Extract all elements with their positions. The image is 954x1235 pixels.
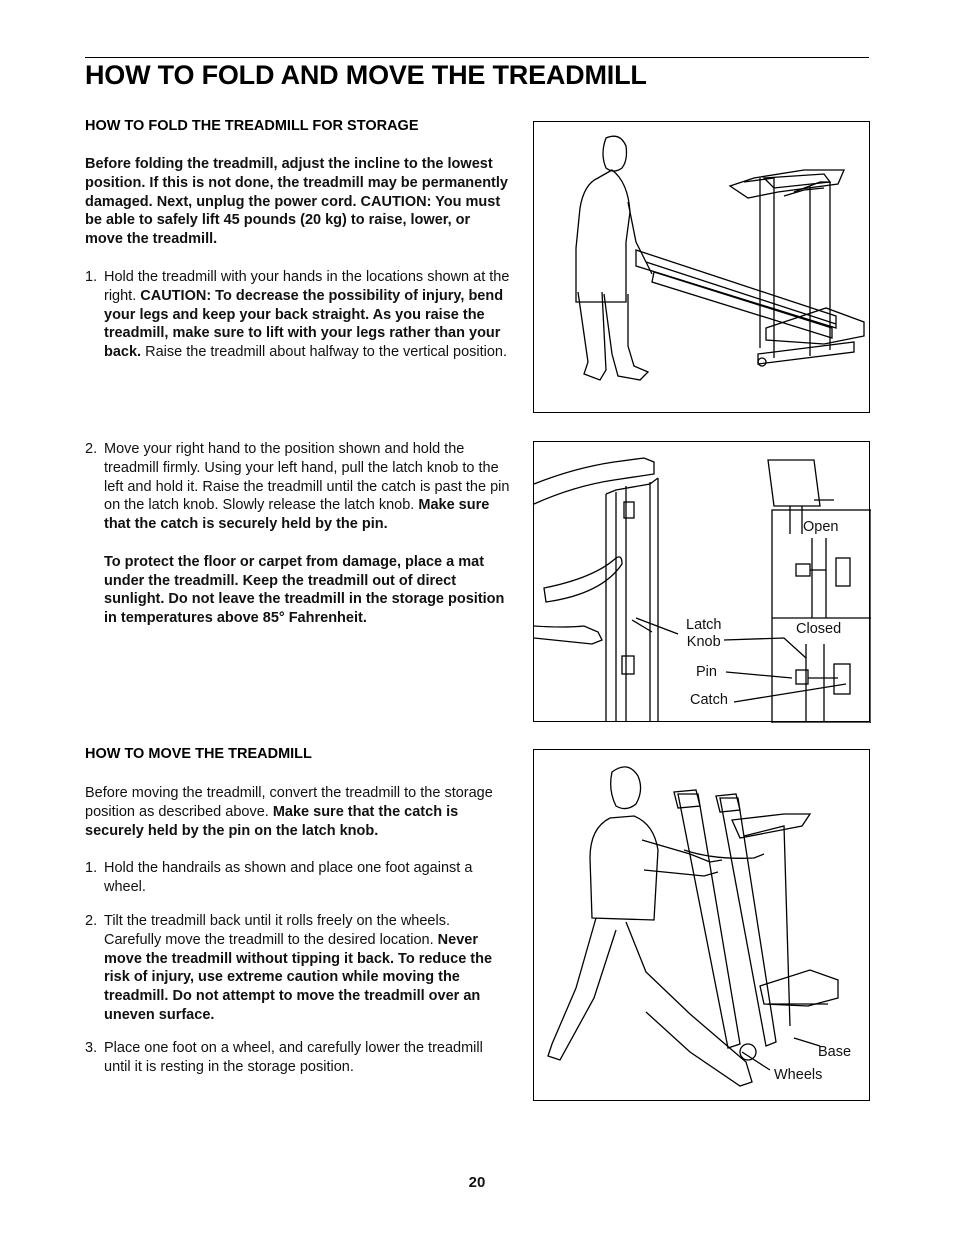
person-torso [590,816,658,920]
figure-lift-treadmill [533,121,870,413]
step-text-end: Raise the treadmill about halfway to the vertical position. [141,344,508,361]
step-number: 3. [85,1040,98,1056]
person-leg-left [578,292,606,380]
top-rule [85,57,869,58]
step-caution: CAUTION: To decrease the possibility of injury, bend your legs and keep your back straight. As you raise the treadmill, make sure to lift with your legs rather than your back. [104,287,504,361]
person-head [611,767,641,809]
person-leg-back [548,918,616,1060]
step-text: Tilt the treadmill back until it rolls freely on the wheels. Carefully move the treadmill to the desired location. [104,913,450,948]
label-closed: Closed [796,621,842,637]
label-base: Base [818,1044,852,1060]
step-caution: Never move the treadmill without tipping it back. To reduce the risk of injury, use extreme caution while moving the treadmill. Do not attempt to move the treadmill over an uneven surface. [104,931,493,1023]
step-caution: Make sure that the catch is securely held by the pin. [104,497,490,533]
console-top [768,460,820,506]
console [730,170,844,198]
fold-step-1 [85,268,510,362]
upright-left [744,178,774,358]
base [758,342,854,364]
figure-move-treadmill [533,749,870,1101]
move-intro: Before moving the treadmill, convert the treadmill to the storage position as described above. Make sure that the catch is securely held by the pin on the latch knob. [85,785,493,839]
step-text: Place one foot on a wheel, and carefully lower the treadmill until it is resting in the storage position. [104,1040,483,1075]
person-torso [576,170,630,302]
hand-lower [534,626,602,644]
label-pin: Pin [696,664,717,680]
fold-warning: Before folding the treadmill, adjust the incline to the lowest position. If this is not done, the treadmill may be permanently damaged. Next, unplug the power cord. CAUTION: You must be able to safely lift 45 pounds (20 kg) to raise, lower, or move the treadmill. [85,156,508,248]
step-number: 2. [85,441,98,457]
figure-latch-detail [533,441,870,722]
protect-floor-note: To protect the floor or carpet from damage, place a mat under the treadmill. Keep the treadmill out of direct sunlight. Do not leave the treadmill in the storage position in temperatures above 85° Fahrenheit. [104,553,505,627]
label-latch-knob: Latch Knob [686,617,722,650]
open-post [812,538,826,618]
arm-upper [534,458,654,504]
step-text: Hold the handrails as shown and place one foot against a wheel. [104,860,473,895]
fold-step-2 [85,440,510,628]
folded-deck-rails [606,478,658,722]
handrail-upright [744,826,790,1026]
page-title: HOW TO FOLD AND MOVE THE TREADMILL [85,60,647,90]
step-number: 1. [85,269,98,285]
base-leader [794,1038,820,1046]
deck-rail-left [678,794,740,1048]
catch-leader [734,684,846,702]
handrail [544,557,622,602]
label-open: Open [803,519,839,535]
lift-illustration [534,122,871,414]
step-number: 1. [85,860,98,876]
move-step-1 [85,859,510,897]
person-head [603,136,627,171]
closed-post [806,644,824,722]
step-text: Move your right hand to the position shown and hold the treadmill firmly. Using your left hand, pull the latch knob to the left and hold it. Raise the treadmill until the catch is past the pin on the latch knob. Slowly release the latch knob. [104,441,510,514]
treadmill-deck [636,250,836,328]
label-catch: Catch [690,692,728,708]
move-heading: HOW TO MOVE THE TREADMILL [85,746,312,762]
label-wheels: Wheels [774,1067,823,1083]
step-number: 2. [85,913,98,929]
fold-heading: HOW TO FOLD THE TREADMILL FOR STORAGE [85,118,419,134]
base [760,970,838,1006]
move-step-2 [85,912,510,1025]
step-text: Hold the treadmill with your hands in the locations shown at the right. [104,269,510,304]
latch-knob-leader [724,638,806,658]
pin-leader [726,672,792,678]
page-number: 20 [468,1174,486,1191]
move-step-3 [85,1039,510,1077]
person-leg-right [604,294,648,380]
